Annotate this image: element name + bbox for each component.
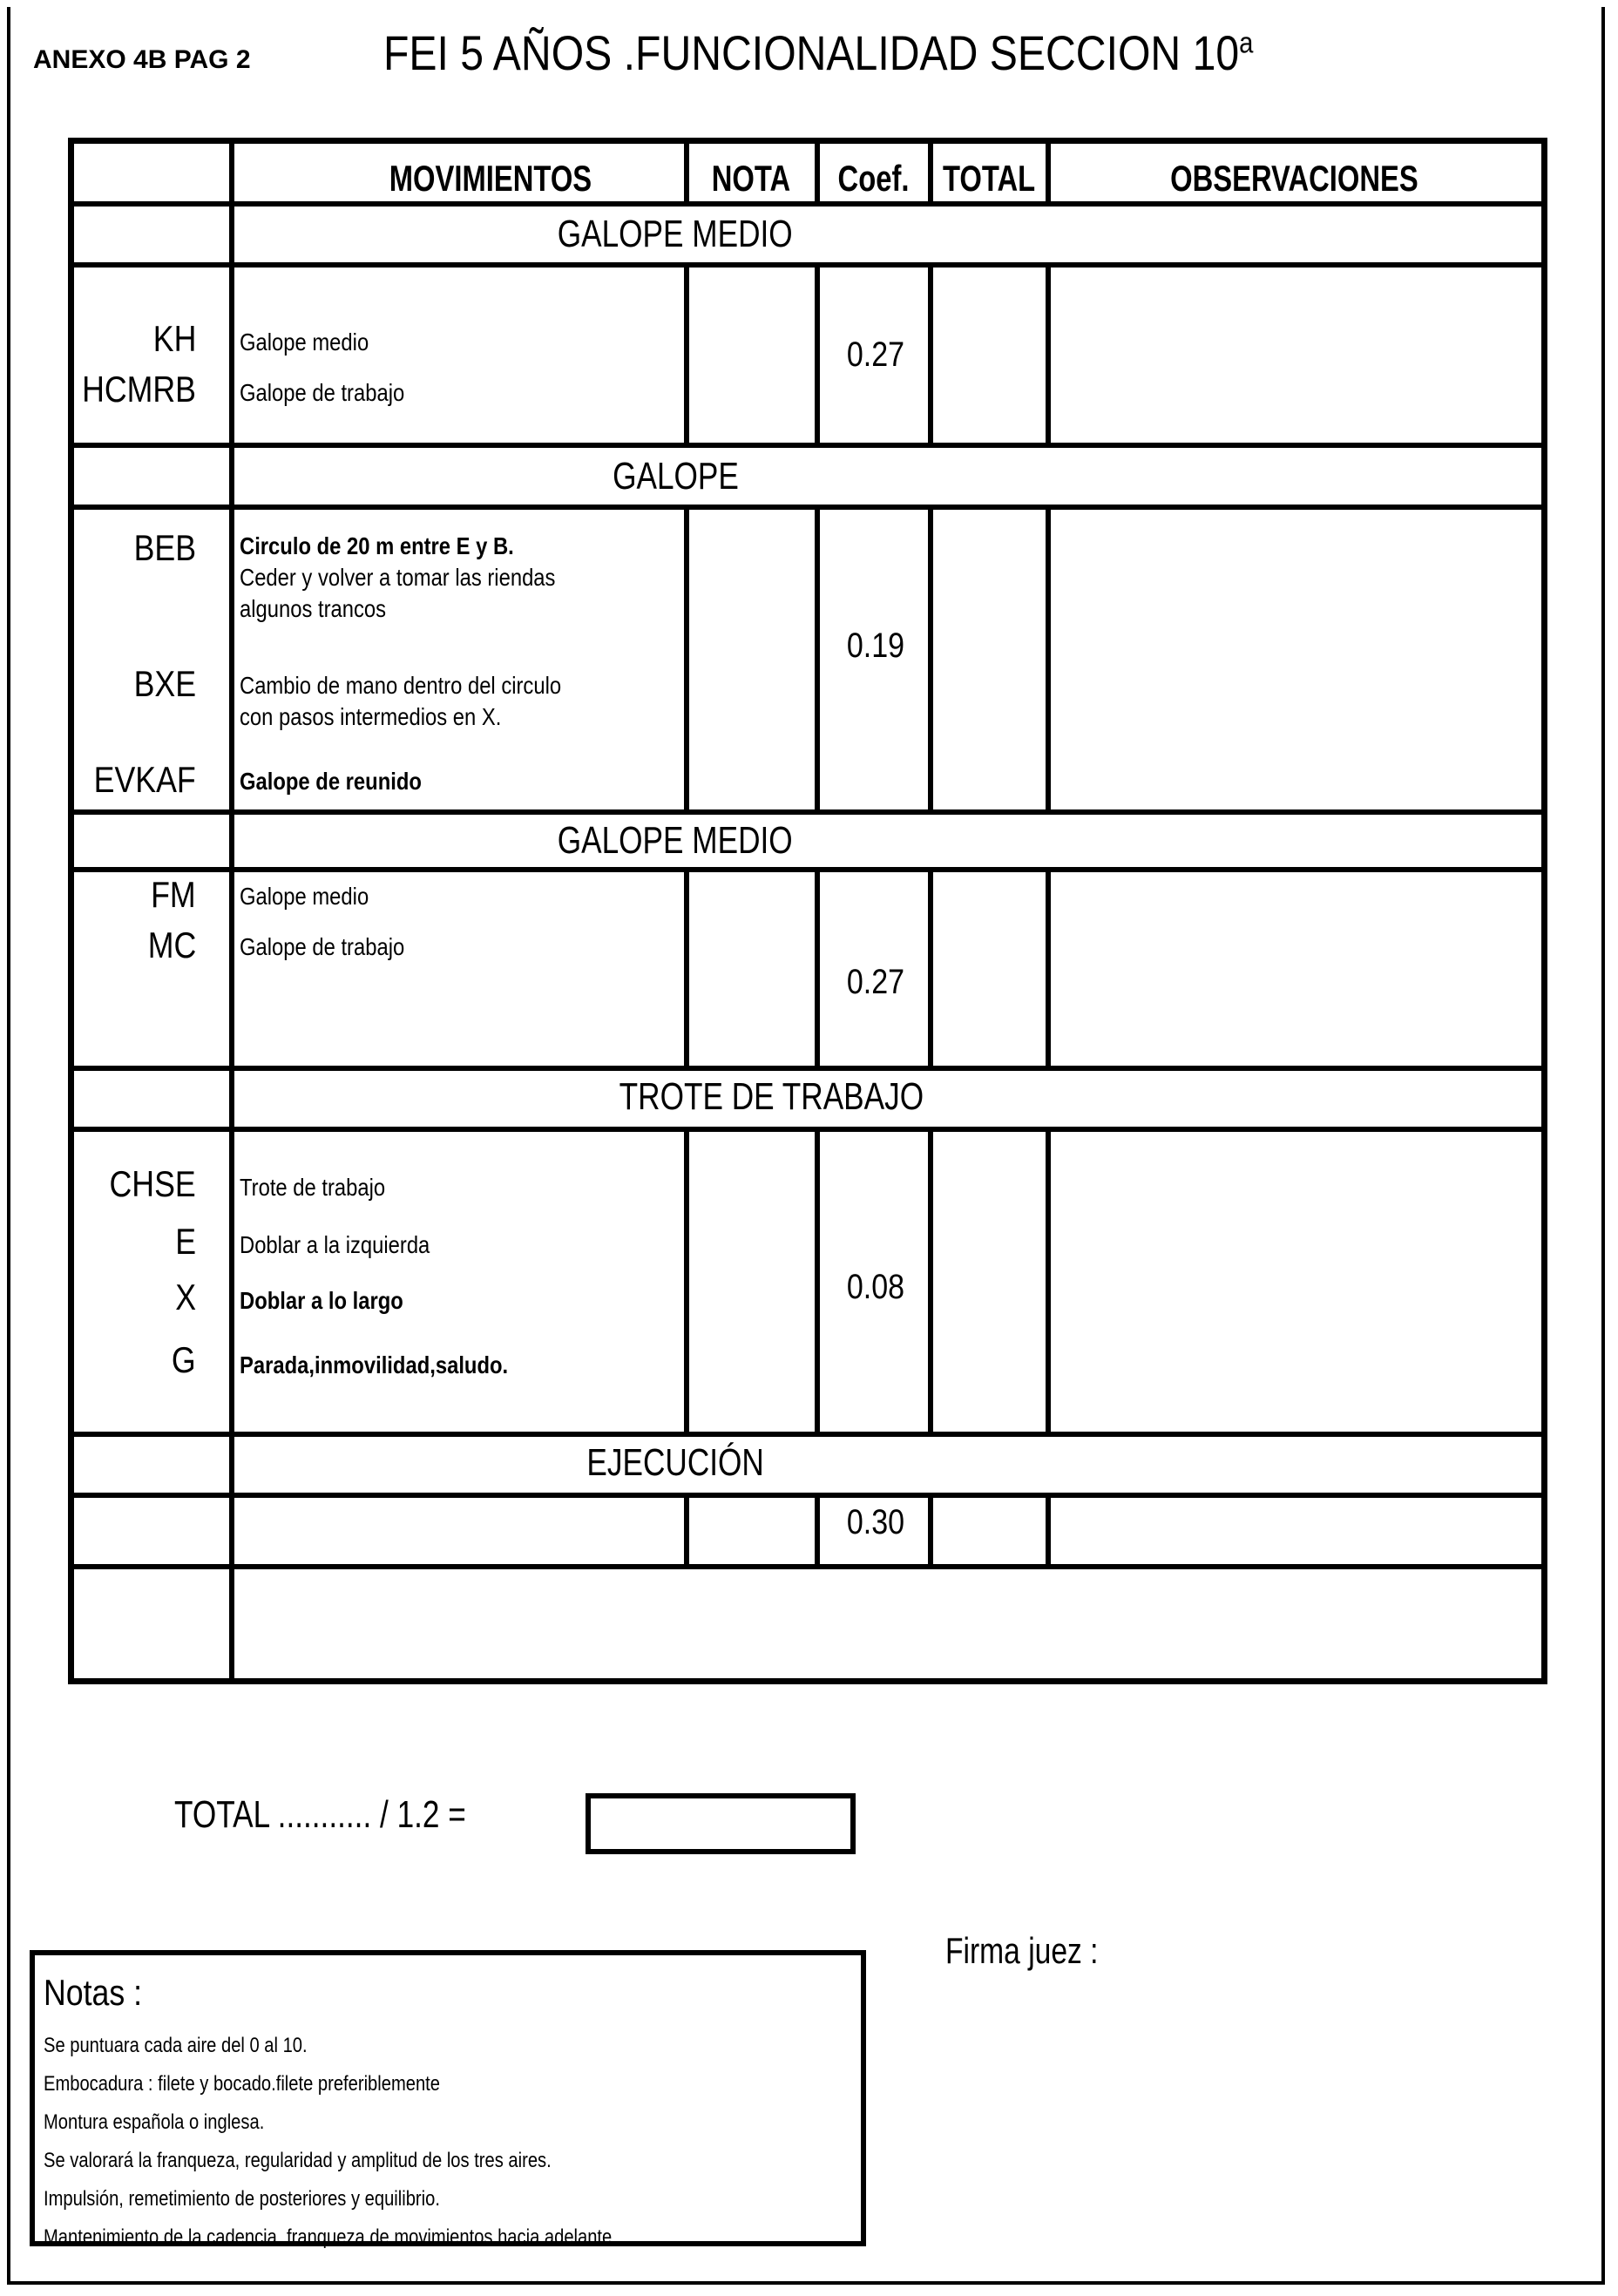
movement-code: G: [172, 1339, 196, 1380]
column-divider: [229, 144, 234, 1678]
movement-code: E: [175, 1221, 196, 1262]
notes-box: [30, 1950, 866, 2249]
notes-title: Notas :: [44, 1972, 143, 2013]
row-divider: [74, 1564, 1541, 1569]
scoring-table: [68, 138, 1547, 1684]
total-cell[interactable]: [933, 510, 1046, 809]
column-divider: [815, 262, 820, 445]
movement-code: X: [175, 1277, 196, 1317]
mark-cell[interactable]: [689, 872, 815, 1066]
observations-cell[interactable]: [1051, 872, 1535, 1066]
movement-code: MC: [147, 924, 196, 965]
total-cell[interactable]: [933, 268, 1046, 442]
column-header-observations: OBSERVACIONES: [1169, 158, 1418, 199]
section-title-ejecucion: EJECUCIÓN: [586, 1441, 764, 1484]
movement-description: Galope medio: [240, 883, 369, 910]
movement-code: CHSE: [109, 1163, 196, 1204]
total-result-box[interactable]: [586, 1793, 856, 1854]
note-line: Montura española o inglesa.: [44, 2110, 265, 2134]
movement-description: Circulo de 20 m entre E y B. Ceder y volver a tomar las riendas algunos trancos: [240, 532, 556, 622]
movement-code: EVKAF: [93, 759, 196, 800]
note-line: Se puntuara cada aire del 0 al 10.: [44, 2034, 308, 2057]
movement-code: HCMRB: [82, 369, 196, 410]
column-header-mark: NOTA: [711, 158, 790, 199]
section-title-galope-medio-1: GALOPE MEDIO: [558, 213, 793, 255]
movement-description: Doblar a la izquierda: [240, 1231, 430, 1258]
coefficient-value: 0.19: [846, 626, 905, 665]
movement-description: Galope de reunido: [240, 768, 422, 795]
column-divider: [815, 1127, 820, 1433]
note-line: Impulsión, remetimiento de posteriores y equilibrio.: [44, 2187, 440, 2211]
column-header-coef: Coef.: [837, 158, 910, 199]
column-divider: [815, 1493, 820, 1566]
observations-cell[interactable]: [1051, 510, 1535, 809]
section-title-trote-de-trabajo: TROTE DE TRABAJO: [619, 1075, 924, 1118]
movement-code: FM: [151, 874, 196, 915]
page-title: [383, 24, 1253, 81]
observations-cell[interactable]: [1051, 268, 1535, 442]
mark-cell[interactable]: [689, 268, 815, 442]
movement-code: BEB: [133, 527, 196, 568]
row-divider: [74, 443, 1541, 448]
annex-label: ANEXO 4B PAG 2: [33, 45, 251, 74]
mark-cell[interactable]: [689, 1132, 815, 1432]
page-title-text: FEI 5 AÑOS .FUNCIONALIDAD SECCION 10: [383, 25, 1240, 80]
coefficient-value: 0.27: [846, 963, 905, 1001]
movement-description: Cambio de mano dentro del circulo con pasos intermedios en X.: [240, 672, 562, 730]
observations-cell[interactable]: [1051, 1498, 1535, 1564]
total-cell[interactable]: [933, 1132, 1046, 1432]
movement-description: Trote de trabajo: [240, 1174, 386, 1201]
page-title-superscript: a: [1239, 26, 1254, 60]
movement-description: Galope medio: [240, 328, 369, 356]
total-cell[interactable]: [933, 1498, 1046, 1564]
column-divider: [815, 505, 820, 811]
movement-description: Galope de trabajo: [240, 933, 405, 960]
column-header-movements: MOVIMIENTOS: [389, 158, 592, 199]
note-line: Embocadura : filete y bocado.filete preferiblemente: [44, 2072, 440, 2096]
column-divider: [1046, 144, 1051, 205]
coefficient-value: 0.27: [846, 335, 905, 374]
observations-cell[interactable]: [1051, 1132, 1535, 1432]
total-label: TOTAL ........... / 1.2 =: [174, 1793, 466, 1836]
coefficient-value: 0.30: [846, 1503, 905, 1541]
note-line: Se valorará la franqueza, regularidad y amplitud de los tres aires.: [44, 2149, 552, 2172]
mark-cell[interactable]: [689, 1498, 815, 1564]
movement-code: BXE: [133, 663, 196, 704]
row-divider: [74, 201, 1541, 207]
section-title-galope-medio-2: GALOPE MEDIO: [558, 819, 793, 862]
column-divider: [815, 867, 820, 1067]
movement-description: Doblar a lo largo: [240, 1287, 403, 1314]
judge-signature-label: Firma juez :: [945, 1930, 1099, 1971]
total-cell[interactable]: [933, 872, 1046, 1066]
movement-code: KH: [152, 318, 196, 359]
section-title-galope: GALOPE: [612, 455, 739, 498]
movement-description: Galope de trabajo: [240, 379, 405, 406]
column-divider: [928, 144, 933, 205]
note-line: Mantenimiento de la cadencia, franqueza de movimientos hacia adelante.: [44, 2225, 617, 2249]
column-divider: [815, 144, 820, 205]
column-divider: [684, 144, 689, 205]
column-header-total: TOTAL: [942, 158, 1036, 199]
mark-cell[interactable]: [689, 510, 815, 809]
coefficient-value: 0.08: [846, 1268, 905, 1306]
movement-description: Parada,inmovilidad,saludo.: [240, 1351, 509, 1378]
